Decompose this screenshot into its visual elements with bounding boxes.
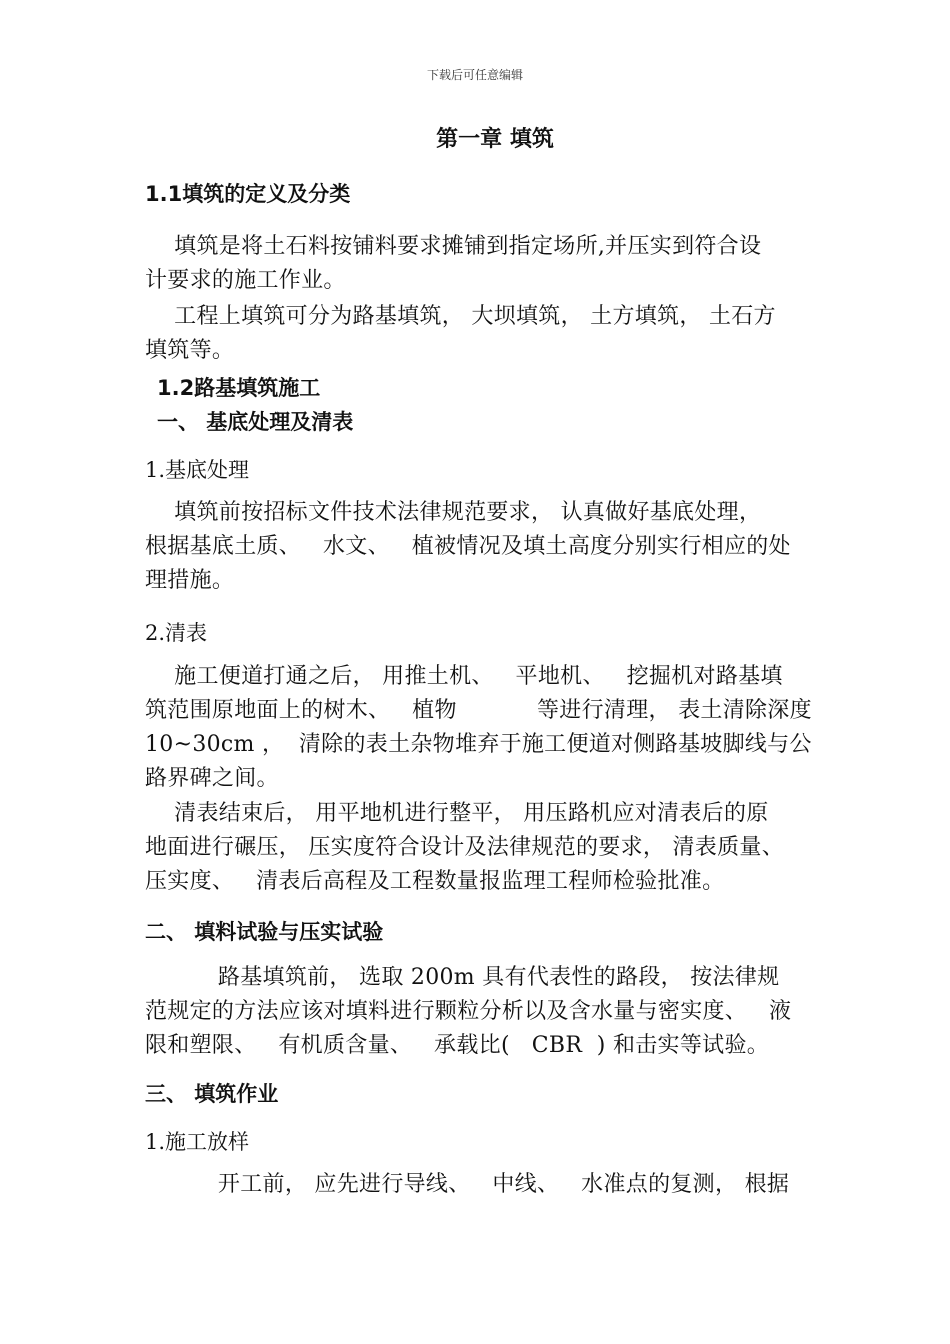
paragraph-fill-test: 路基填筑前， 选取 200m 具有代表性的路段， 按法律规 范规定的方法应该对填料进行颗粒分析以及含水量与密实度、 液 限和塑限、 有机质含量、 承载比( CBR ) 和击实等试验。 bbox=[145, 965, 792, 1058]
page-header-note: 下载后可任意编辑 bbox=[426, 68, 523, 82]
paragraph-grading: 清表结束后， 用平地机进行整平， 用压路机应对清表后的原 地面进行碾压， 压实度符合设计及法律规范的要求， 清表质量、 压实度、 清表后高程及工程数量报监理工程师检验批准。 bbox=[145, 801, 784, 894]
section-heading-1-2: 1.2路基填筑施工 bbox=[157, 376, 321, 400]
chapter-title: 第一章 填筑 bbox=[436, 127, 554, 152]
section-heading-one: 一、 基底处理及清表 bbox=[157, 410, 354, 434]
section-heading-three: 三、 填筑作业 bbox=[145, 1082, 279, 1106]
paragraph-clearing: 施工便道打通之后， 用推土机、 平地机、 挖掘机对路基填 筑范围原地面上的树木、 植物 等进行清理， 表土清除深度 10~30cm ， 清除的表土杂物堆弃于施工便道对侧路基坡脚线与公 路界碑之间。 bbox=[145, 664, 812, 791]
subheading-base-treatment: 1.基底处理 bbox=[145, 458, 250, 482]
paragraph-classification: 工程上填筑可分为路基填筑， 大坝填筑， 土方填筑， 土石方 填筑等。 bbox=[145, 304, 776, 363]
paragraph-base-treatment: 填筑前按招标文件技术法律规范要求， 认真做好基底处理， 根据基底土质、 水文、 植被情况及填土高度分别实行相应的处 理措施。 bbox=[145, 500, 791, 593]
paragraph-layout: 开工前， 应先进行导线、 中线、 水准点的复测， 根据 bbox=[145, 1172, 790, 1197]
section-heading-two: 二、 填料试验与压实试验 bbox=[145, 920, 384, 944]
section-heading-1-1: 1.1填筑的定义及分类 bbox=[145, 182, 351, 206]
subheading-clearing: 2.清表 bbox=[145, 621, 208, 645]
paragraph-definition: 填筑是将土石料按铺料要求摊铺到指定场所,并压实到符合设 计要求的施工作业。 bbox=[145, 234, 762, 293]
subheading-layout: 1.施工放样 bbox=[145, 1130, 250, 1154]
